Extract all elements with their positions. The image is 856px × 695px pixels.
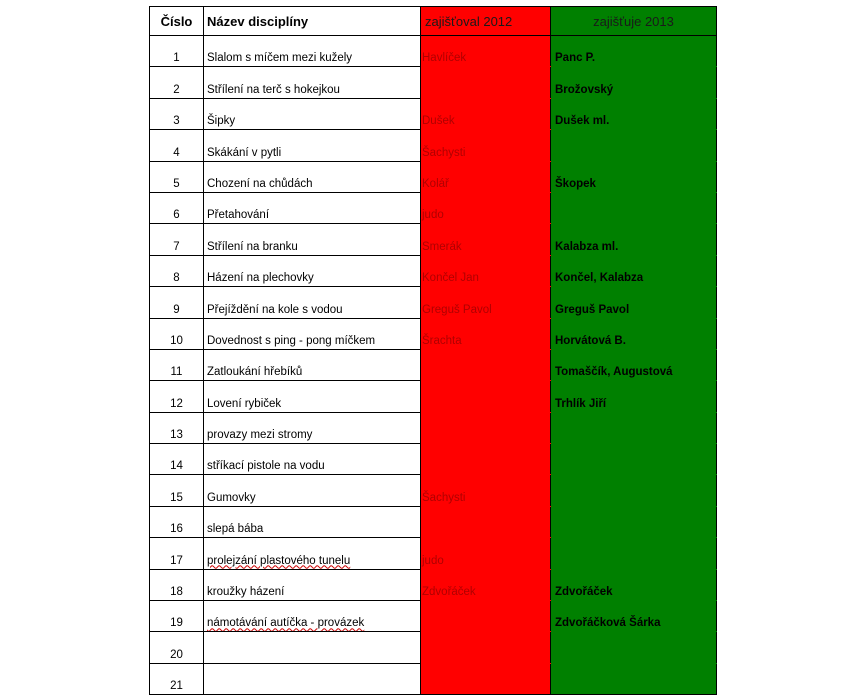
discipline-name[interactable] [204,192,421,223]
organizer-2012[interactable] [421,161,551,192]
row-number[interactable] [150,632,204,663]
organizer-2012-text: Dušek [422,115,455,128]
row-number[interactable] [150,538,204,569]
organizer-2013[interactable] [551,632,717,663]
discipline-name[interactable] [204,36,421,67]
organizer-2012[interactable] [421,632,551,663]
discipline-name[interactable] [204,224,421,255]
organizer-2013[interactable] [551,161,717,192]
organizer-2013[interactable] [551,349,717,380]
organizer-2012-text: Šachysti [422,491,466,504]
discipline-table-sheet [149,6,716,693]
organizer-2013-text: Horvátová B. [555,334,626,347]
organizer-2012[interactable] [421,318,551,349]
discipline-name[interactable] [204,569,421,600]
discipline-name-text: stříkací pistole na vodu [207,460,325,473]
discipline-name[interactable] [204,412,421,443]
table-row [150,444,717,475]
header-row [150,7,717,36]
row-number[interactable] [150,98,204,129]
organizer-2012[interactable] [421,569,551,600]
organizer-2012-text: Havlíček [422,52,467,65]
row-number[interactable] [150,287,204,318]
discipline-name-text: Gumovky [207,491,256,504]
organizer-2012-text: Greguš Pavol [422,303,492,316]
table-row [150,506,717,537]
organizer-2013[interactable] [551,506,717,537]
table-row [150,67,717,98]
table-row [150,287,717,318]
row-number-text: 12 [170,397,183,410]
organizer-2013[interactable] [551,318,717,349]
row-number[interactable] [150,349,204,380]
row-number-text: 5 [173,177,180,190]
discipline-name[interactable] [204,161,421,192]
discipline-name-text: Střílení na branku [207,240,298,253]
organizer-2012[interactable] [421,506,551,537]
row-number-text: 14 [170,460,183,473]
discipline-name-text: námotávání autíčka - provázek [207,617,365,630]
row-number[interactable] [150,161,204,192]
header-organizer-2012: zajišťoval 2012 [421,7,551,36]
table-row [150,36,717,67]
table-row [150,98,717,129]
organizer-2013-text: Greguš Pavol [555,303,630,316]
row-number[interactable] [150,255,204,286]
organizer-2013-text: Tomaščík, Augustová [555,366,673,379]
discipline-name[interactable] [204,98,421,129]
organizer-2013[interactable] [551,130,717,161]
row-number[interactable] [150,67,204,98]
discipline-name-text: Lovení rybiček [207,397,282,410]
organizer-2013[interactable] [551,287,717,318]
organizer-2012-text: Šrachta [422,334,462,347]
table-row [150,381,717,412]
discipline-name-text: Přejíždění na kole s vodou [207,303,343,316]
discipline-name[interactable] [204,506,421,537]
organizer-2012[interactable] [421,98,551,129]
header-organizer-2013: zajišťuje 2013 [551,7,717,36]
row-number-text: 18 [170,586,183,599]
discipline-name[interactable] [204,318,421,349]
discipline-name-text: Dovednost s ping - pong míčkem [207,334,376,347]
row-number-text: 20 [170,648,183,661]
discipline-name[interactable] [204,381,421,412]
organizer-2012-text: Smerák [422,240,462,253]
discipline-name[interactable] [204,67,421,98]
discipline-name-text: kroužky házení [207,586,285,599]
table-row [150,318,717,349]
organizer-2013[interactable] [551,475,717,506]
discipline-table [149,6,717,695]
row-number[interactable] [150,36,204,67]
table-row [150,538,717,569]
discipline-name[interactable] [204,349,421,380]
discipline-name-text: Šipky [207,115,236,128]
organizer-2012[interactable] [421,67,551,98]
organizer-2013[interactable] [551,663,717,694]
organizer-2013-text: Škopek [555,177,596,190]
table-row [150,192,717,223]
row-number-text: 6 [173,209,180,222]
table-row [150,255,717,286]
row-number-text: 21 [170,680,183,693]
organizer-2012[interactable] [421,381,551,412]
discipline-name-text: provazy mezi stromy [207,429,313,442]
organizer-2013[interactable] [551,601,717,632]
organizer-2012[interactable] [421,224,551,255]
table-row [150,663,717,694]
discipline-name-text: prolejzání plastového tunelu [207,554,351,567]
organizer-2013-text: Zdvořáčková Šárka [555,617,661,630]
row-number-text: 17 [170,554,183,567]
organizer-2013-text: Kalabza ml. [555,240,619,253]
row-number-text: 11 [170,366,183,379]
table-row [150,475,717,506]
organizer-2012[interactable] [421,663,551,694]
table-row [150,161,717,192]
organizer-2013[interactable] [551,412,717,443]
row-number-text: 3 [173,115,180,128]
table-row [150,224,717,255]
organizer-2012[interactable] [421,444,551,475]
row-number-text: 7 [173,240,180,253]
row-number-text: 19 [170,617,183,630]
organizer-2013[interactable] [551,36,717,67]
row-number-text: 1 [173,52,180,65]
row-number[interactable] [150,506,204,537]
organizer-2012-text: Kolář [422,177,449,190]
organizer-2013-text: Dušek ml. [555,115,610,128]
table-row [150,632,717,663]
discipline-name[interactable] [204,287,421,318]
organizer-2013-text: Končel, Kalabza [555,272,644,285]
row-number-text: 15 [170,491,183,504]
table-row [150,601,717,632]
discipline-name[interactable] [204,538,421,569]
organizer-2012[interactable] [421,475,551,506]
discipline-name-text: Slalom s míčem mezi kužely [207,52,353,65]
organizer-2013[interactable] [551,224,717,255]
organizer-2012[interactable] [421,192,551,223]
organizer-2012[interactable] [421,349,551,380]
organizer-2012-text: judo [422,209,444,222]
discipline-name[interactable] [204,475,421,506]
discipline-name-text: Házení na plechovky [207,272,314,285]
organizer-2013-text: Trhlík Jiří [555,397,607,410]
organizer-2012[interactable] [421,412,551,443]
row-number[interactable] [150,569,204,600]
organizer-2013[interactable] [551,255,717,286]
organizer-2012[interactable] [421,601,551,632]
row-number[interactable] [150,475,204,506]
row-number[interactable] [150,192,204,223]
organizer-2013[interactable] [551,67,717,98]
discipline-name[interactable] [204,663,421,694]
discipline-name[interactable] [204,632,421,663]
organizer-2012-text: judo [422,554,444,567]
row-number[interactable] [150,381,204,412]
row-number[interactable] [150,318,204,349]
organizer-2013[interactable] [551,444,717,475]
row-number[interactable] [150,444,204,475]
table-row [150,412,717,443]
row-number[interactable] [150,601,204,632]
discipline-name-text: Zatloukání hřebíků [207,366,303,379]
discipline-name-text: Chození na chůdách [207,177,313,190]
organizer-2012[interactable] [421,255,551,286]
organizer-2013[interactable] [551,538,717,569]
row-number-text: 16 [170,523,183,536]
organizer-2012[interactable] [421,287,551,318]
discipline-name-text: Střílení na terč s hokejkou [207,83,340,96]
organizer-2013[interactable] [551,381,717,412]
discipline-name-text: Přetahování [207,209,270,222]
organizer-2013[interactable] [551,98,717,129]
organizer-2012-text: Šachysti [422,146,466,159]
row-number-text: 9 [173,303,180,316]
organizer-2012[interactable] [421,130,551,161]
discipline-name[interactable] [204,444,421,475]
organizer-2012-text: Končel Jan [422,272,479,285]
organizer-2013[interactable] [551,569,717,600]
row-number[interactable] [150,130,204,161]
organizer-2012[interactable] [421,538,551,569]
organizer-2012-text: Zdvořáček [422,586,476,599]
organizer-2013-text: Panc P. [555,52,596,65]
row-number-text: 13 [170,429,183,442]
table-row [150,130,717,161]
row-number[interactable] [150,412,204,443]
table-row [150,569,717,600]
header-discipline-name: Název disciplíny [204,7,421,36]
discipline-name[interactable] [204,601,421,632]
row-number-text: 10 [170,334,183,347]
row-number-text: 8 [173,272,180,285]
discipline-name-text: slepá bába [207,523,264,536]
table-row [150,349,717,380]
discipline-name[interactable] [204,130,421,161]
row-number-text: 2 [173,83,180,96]
row-number[interactable] [150,224,204,255]
organizer-2013-text: Brožovský [555,83,614,96]
organizer-2013-text: Zdvořáček [555,586,613,599]
row-number[interactable] [150,663,204,694]
row-number-text: 4 [173,146,180,159]
discipline-name-text: Skákání v pytli [207,146,282,159]
organizer-2013[interactable] [551,192,717,223]
organizer-2012[interactable] [421,36,551,67]
header-number: Číslo [150,7,204,36]
discipline-name[interactable] [204,255,421,286]
